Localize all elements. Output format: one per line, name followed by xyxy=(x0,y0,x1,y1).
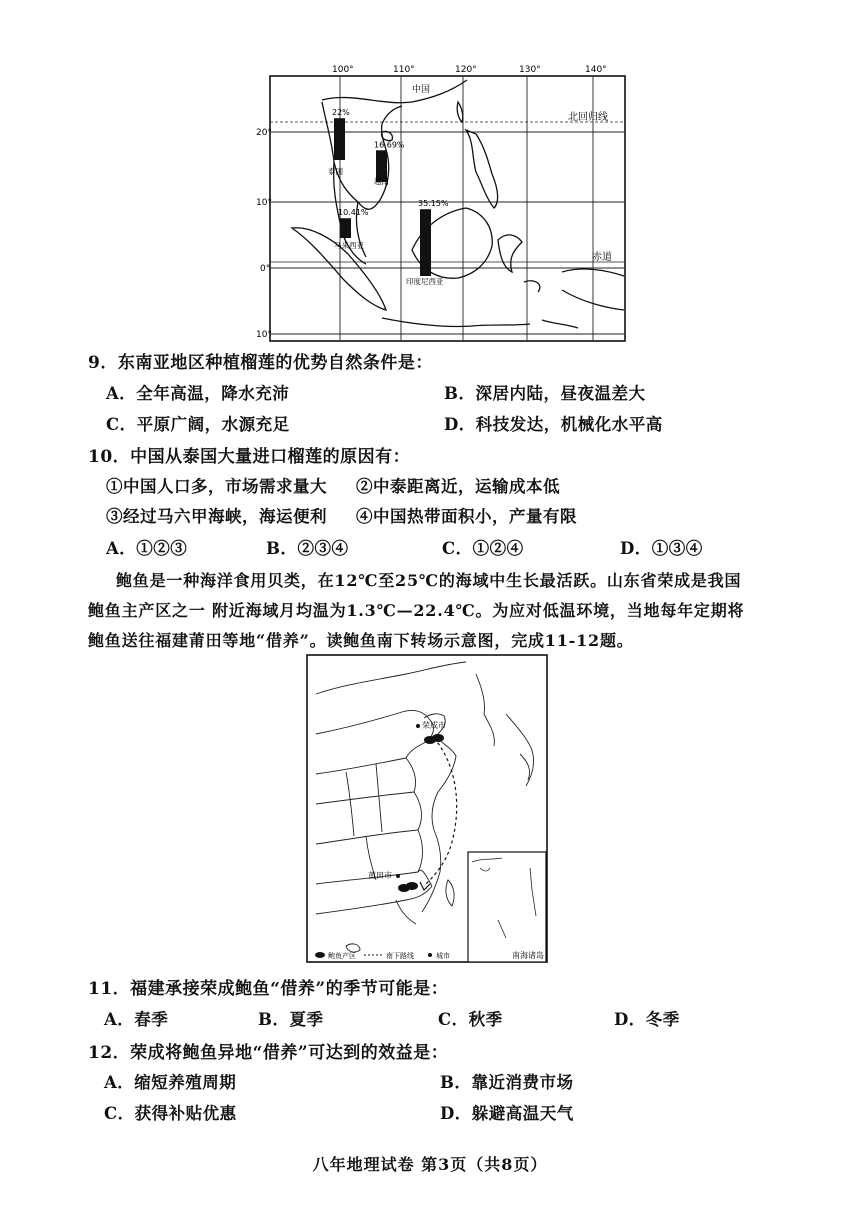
label-inset: 南海诸岛 xyxy=(512,951,544,960)
bar-percent-label-3: 35.15% xyxy=(418,199,449,209)
q10-option-a[interactable]: A．①②③ xyxy=(106,539,188,558)
q9-option-b[interactable]: B．深居内陆，昼夜温差大 xyxy=(444,384,646,403)
page-footer: 八年地理试卷 第3页（共8页） xyxy=(312,1155,548,1174)
question-10-stem: 10．中国从泰国大量进口榴莲的原因有： xyxy=(88,447,411,467)
q11-option-b[interactable]: B．夏季 xyxy=(258,1010,324,1029)
q11-option-a[interactable]: A．春季 xyxy=(104,1010,169,1029)
q10-option-b[interactable]: B．②③④ xyxy=(266,539,349,558)
lat-label-0: 0° xyxy=(260,264,271,274)
q10-statement-3: ③经过马六甲海峡，海运便利 xyxy=(106,507,327,526)
passage-line-3: 鲍鱼送往福建莆田等地“借养”。读鲍鱼南下转场示意图，完成11-12题。 xyxy=(88,631,634,650)
bar-percent-label-1: 16.69% xyxy=(374,140,405,150)
q10-statement-2: ②中泰距离近，运输成本低 xyxy=(356,477,560,496)
lon-label-120: 120° xyxy=(455,65,477,75)
bar-country-label-1: 越南 xyxy=(374,177,389,186)
lat-label-10n: 10° xyxy=(256,198,272,208)
q12-option-a[interactable]: A．缩短养殖周期 xyxy=(104,1073,237,1092)
bar-0 xyxy=(334,118,345,160)
bar-3 xyxy=(420,209,431,276)
lon-label-110: 110° xyxy=(393,65,415,75)
passage-line-2: 鲍鱼主产区之一 附近海域月均温为1.3℃—22.4℃。为应对低温环境，当地每年定期将 xyxy=(88,601,745,620)
q11-option-c[interactable]: C．秋季 xyxy=(438,1010,503,1029)
bar-percent-label-0: 22% xyxy=(332,108,350,118)
legend-area: 鲍鱼产区 xyxy=(328,952,356,960)
lat-label-10s: 10° xyxy=(256,330,272,340)
southeast-asia-map xyxy=(256,62,632,346)
label-equator: 赤道 xyxy=(592,252,612,263)
q10-option-d[interactable]: D．①③④ xyxy=(620,539,703,558)
abalone-route-map xyxy=(306,654,548,964)
passage-line-1: 鲍鱼是一种海洋食用贝类，在12℃至25℃的海域中生长最活跃。山东省荣成是我国 xyxy=(116,571,742,590)
q10-statement-4: ④中国热带面积小，产量有限 xyxy=(356,507,577,526)
q10-statement-1: ①中国人口多，市场需求量大 xyxy=(106,477,327,496)
question-9-stem: 9．东南亚地区种植榴莲的优势自然条件是： xyxy=(88,353,433,373)
legend-city: 城市 xyxy=(436,952,450,960)
label-rongcheng: 荣成市 xyxy=(422,721,446,730)
label-putian: 莆田市 xyxy=(368,871,392,880)
legend-route: 南下路线 xyxy=(386,952,414,960)
lon-label-140: 140° xyxy=(585,65,607,75)
q12-option-b[interactable]: B．靠近消费市场 xyxy=(440,1073,574,1092)
q9-option-a[interactable]: A．全年高温，降水充沛 xyxy=(106,384,290,403)
label-china: 中国 xyxy=(412,85,431,95)
label-tropic: 北回归线 xyxy=(568,112,608,123)
q12-option-c[interactable]: C．获得补贴优惠 xyxy=(104,1104,237,1123)
question-12-stem: 12．荣成将鲍鱼异地“借养”可达到的效益是： xyxy=(88,1043,449,1063)
bar-percent-label-2: 10.41% xyxy=(338,208,369,218)
q9-option-d[interactable]: D．科技发达，机械化水平高 xyxy=(444,415,663,434)
q12-option-d[interactable]: D．躲避高温天气 xyxy=(440,1104,574,1123)
bar-country-label-0: 泰国 xyxy=(328,167,343,176)
q9-option-c[interactable]: C．平原广阔，水源充足 xyxy=(106,415,290,434)
bar-country-label-3: 印度尼西亚 xyxy=(406,277,444,286)
lon-label-100: 100° xyxy=(332,65,354,75)
bar-2 xyxy=(340,218,351,238)
question-11-stem: 11．福建承接荣成鲍鱼“借养”的季节可能是： xyxy=(88,979,449,999)
lat-label-20: 20° xyxy=(256,128,272,138)
bar-country-label-2: 马来西亚 xyxy=(334,241,364,250)
q10-option-c[interactable]: C．①②④ xyxy=(442,539,524,558)
lon-label-130: 130° xyxy=(519,65,541,75)
q11-option-d[interactable]: D．冬季 xyxy=(614,1010,680,1029)
